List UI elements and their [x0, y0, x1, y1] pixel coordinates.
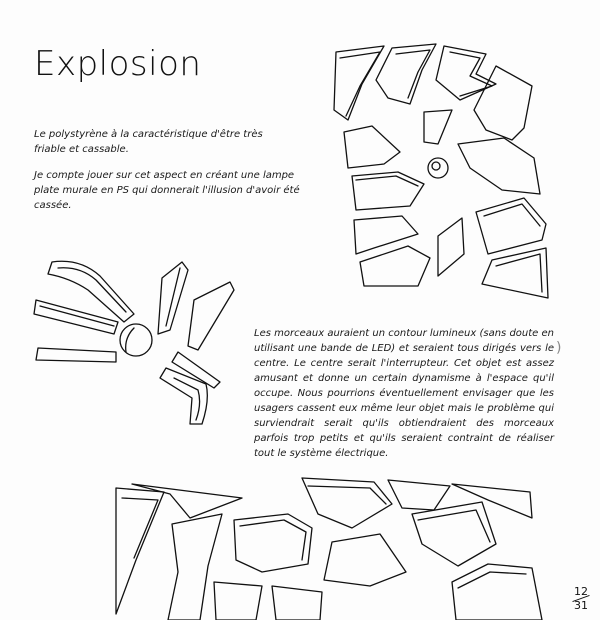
- shard: [132, 484, 242, 518]
- paragraph-intro: Le polystyrène à la caractéristique d'être très friable et cassable.: [34, 129, 263, 155]
- shard: [436, 46, 496, 100]
- shard: [424, 110, 452, 144]
- shard: [272, 586, 322, 620]
- margin-mark: ): [556, 340, 562, 356]
- shard: [482, 248, 548, 298]
- shard: [234, 514, 312, 572]
- shard: [388, 480, 450, 510]
- shard: [352, 172, 424, 210]
- shard: [324, 534, 406, 586]
- sketch-lamp-square: [326, 40, 556, 302]
- page-number: [568, 586, 594, 611]
- sketch-lamp-detail: [30, 248, 240, 438]
- shard: [458, 138, 540, 194]
- shard: [360, 246, 430, 286]
- shard: [452, 484, 532, 518]
- paragraph-description: Les morceaux auraient un contour lumineux (sans doute en utilisant une bande de LED) et seraient tous dirigés vers le centre. Le centre serait l'interrupteur. Cet objet est assez amusant et donne un certain dynamisme à l'espace qu'il occupe. Nous pourrions éventuellement envisager que les usagers cassent eux même leur objet mais le problème qui surviendrait serait qu'ils obtiendraient des morceaux parfois trop petits et qu'ils seraient contraint de réaliser tout le système électrique.: [254, 328, 554, 459]
- shard: [412, 502, 496, 566]
- shard: [36, 348, 116, 362]
- shard: [172, 352, 220, 388]
- sketch-lamp-large: [112, 474, 562, 620]
- page-number-current: 12: [574, 585, 588, 598]
- shard: [302, 478, 392, 528]
- shard: [476, 198, 546, 254]
- page-title: Explosion: [34, 44, 202, 84]
- shard: [344, 126, 400, 168]
- shard: [116, 488, 164, 614]
- shard: [168, 514, 222, 620]
- shard: [438, 218, 464, 276]
- page-number-total: 31: [574, 599, 588, 612]
- paragraph-concept: Je compte jouer sur cet aspect en créant une lampe plate murale en PS qui donnerait l'illusion d'avoir été cassée.: [34, 170, 300, 211]
- shard: [160, 368, 207, 424]
- shard: [48, 261, 134, 322]
- center-switch: [428, 158, 448, 178]
- center-switch: [120, 324, 152, 356]
- shard: [188, 282, 234, 350]
- shard: [214, 582, 262, 620]
- shard: [354, 216, 418, 254]
